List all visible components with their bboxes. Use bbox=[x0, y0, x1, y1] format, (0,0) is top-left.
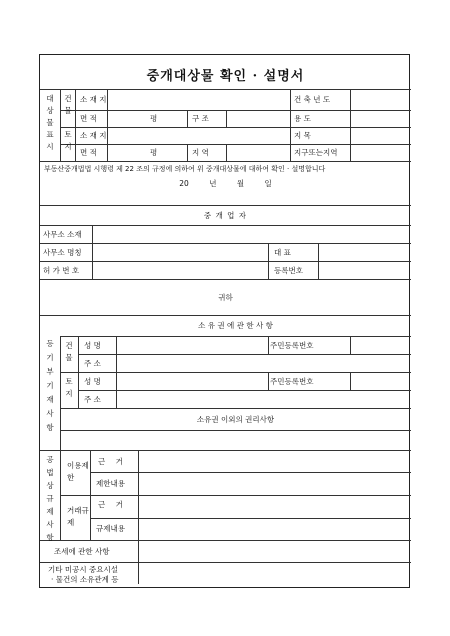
land-name-label: 성 명 bbox=[84, 377, 101, 386]
agent-header: 중 개 업 자 bbox=[203, 211, 248, 220]
divider bbox=[92, 225, 93, 279]
divider bbox=[40, 205, 411, 206]
divider bbox=[226, 110, 227, 127]
pyeong-unit: 평 bbox=[150, 114, 158, 123]
reg-building-label: 건물 bbox=[65, 341, 73, 362]
statement-text: 부동산중개법법 시행령 제 22 조의 규정에 의하여 위 중개대상물에 대하여 확인 · 설명합니다 bbox=[44, 165, 326, 173]
divider bbox=[60, 144, 411, 145]
divider bbox=[40, 279, 411, 280]
building-label: 건물 bbox=[64, 94, 72, 115]
representative-label: 대 표 bbox=[274, 248, 291, 257]
office-name-label: 사무소 명칭 bbox=[43, 248, 82, 257]
office-location-label: 사무소 소재 bbox=[43, 230, 82, 239]
divider bbox=[60, 89, 61, 161]
bld-address-label: 주 소 bbox=[84, 359, 101, 368]
location-label: 소 재 지 bbox=[80, 95, 107, 104]
divider bbox=[187, 110, 188, 127]
divider bbox=[60, 408, 411, 409]
divider bbox=[138, 450, 139, 584]
divider bbox=[40, 243, 411, 244]
zone-label: 지구또는지역 bbox=[294, 148, 338, 157]
land-area-label: 면 적 bbox=[80, 148, 97, 157]
jimok-label: 지 목 bbox=[294, 131, 311, 140]
divider bbox=[60, 372, 411, 373]
divider bbox=[40, 261, 411, 262]
land-location-label: 소 재 지 bbox=[80, 131, 107, 140]
divider bbox=[107, 89, 108, 161]
other-facilities-line1: 기타 미공시 중요시설 bbox=[48, 565, 118, 574]
date-line: 20 년 월 일 bbox=[179, 179, 272, 188]
restriction-content-label: 제한내용 bbox=[96, 479, 125, 488]
area-label: 면 적 bbox=[80, 114, 97, 123]
use-label: 용 도 bbox=[294, 114, 311, 123]
reg-land-label: 토지 bbox=[65, 377, 73, 398]
license-no-label: 허 가 번 호 bbox=[43, 266, 80, 275]
other-rights-label: 소유권 이외의 권리사항 bbox=[196, 415, 275, 424]
divider bbox=[268, 372, 269, 390]
trade-regulation-label: 거래규제 bbox=[67, 506, 89, 527]
divider bbox=[60, 336, 411, 337]
build-year-label: 건 축 년 도 bbox=[294, 95, 331, 104]
divider bbox=[60, 127, 411, 128]
divider bbox=[318, 243, 319, 279]
divider bbox=[40, 315, 411, 316]
divider bbox=[40, 450, 411, 451]
divider bbox=[60, 495, 411, 496]
divider bbox=[78, 336, 79, 408]
divider bbox=[40, 562, 411, 563]
divider bbox=[60, 430, 411, 431]
divider bbox=[116, 336, 117, 408]
confirmation-form bbox=[39, 54, 410, 588]
form-title: 중개대상물 확인 · 설명서 bbox=[146, 69, 305, 84]
divider bbox=[350, 372, 351, 390]
land-resident-no-label: 주민등록번호 bbox=[270, 377, 314, 386]
divider bbox=[290, 89, 291, 161]
ownership-header: 소 유 권 에 관 한 사 항 bbox=[198, 321, 273, 330]
divider bbox=[268, 243, 269, 279]
tax-matters-label: 조세에 관한 사항 bbox=[54, 547, 110, 556]
divider bbox=[78, 390, 411, 391]
divider bbox=[75, 89, 76, 161]
bld-resident-no-label: 주민등록번호 bbox=[270, 341, 314, 350]
use-restriction-label: 이용제한 bbox=[67, 461, 89, 482]
other-facilities-line2: · 물건의 소유관계 등 bbox=[51, 575, 119, 584]
divider bbox=[350, 89, 351, 161]
land-pyeong-unit: 평 bbox=[150, 148, 158, 157]
divider bbox=[78, 354, 411, 355]
divider bbox=[40, 225, 411, 226]
divider bbox=[60, 450, 61, 540]
registration-no-label: 등록번호 bbox=[274, 266, 303, 275]
divider bbox=[40, 161, 411, 162]
divider bbox=[226, 144, 227, 161]
target-display-label: 대상물표시 bbox=[46, 94, 54, 151]
divider bbox=[90, 450, 91, 540]
divider bbox=[187, 144, 188, 161]
regulation-content-label: 규제내용 bbox=[96, 524, 125, 533]
bld-name-label: 성 명 bbox=[84, 341, 101, 350]
divider bbox=[40, 540, 411, 541]
structure-label: 구 조 bbox=[192, 114, 209, 123]
divider bbox=[60, 110, 411, 111]
public-restrictions-label: 공법상규제사항 bbox=[46, 455, 54, 542]
addressee-label: 귀하 bbox=[218, 293, 233, 302]
district-label: 지 역 bbox=[192, 148, 209, 157]
land-address-label: 주 소 bbox=[84, 395, 101, 404]
land-label: 토지 bbox=[64, 130, 72, 151]
use-basis-label: 근 거 bbox=[98, 457, 123, 466]
registry-records-label: 등기부기재사항 bbox=[46, 339, 54, 432]
divider bbox=[350, 336, 351, 354]
trade-basis-label: 근 거 bbox=[98, 500, 123, 509]
divider bbox=[60, 336, 61, 450]
divider bbox=[40, 89, 411, 90]
divider bbox=[268, 336, 269, 354]
